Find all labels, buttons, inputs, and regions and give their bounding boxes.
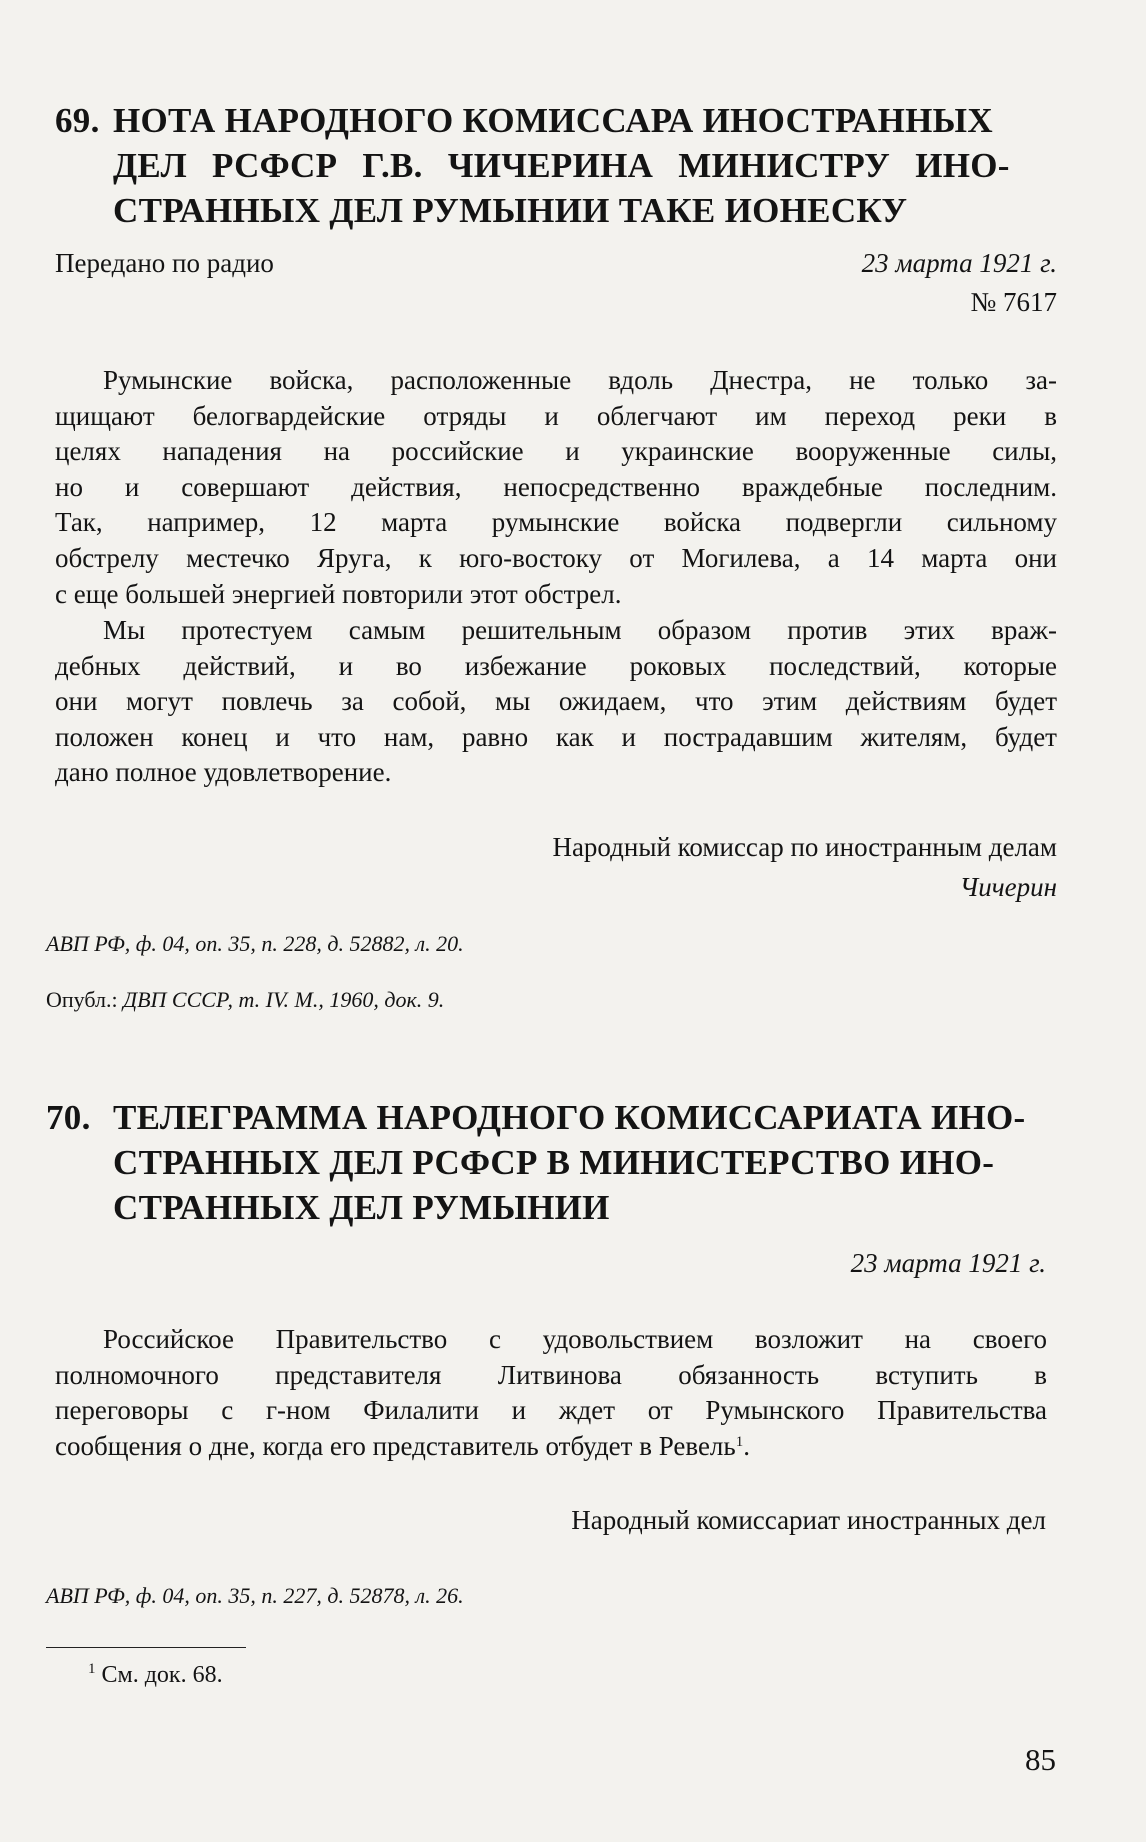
- doc69-p1-line: Так, например, 12 марта румынские войска подвергли сильному: [55, 507, 1057, 538]
- doc69-signature-name: Чичерин: [959, 872, 1057, 902]
- doc69-p2-line: дебных действий, и во избежание роковых последствий, которые: [55, 650, 1057, 681]
- doc69-date: 23 марта 1921 г.: [861, 248, 1057, 278]
- doc69-p1-line: обстрелу местечко Яруга, к юго-востоку от Могилева, а 14 марта они: [55, 542, 1057, 573]
- doc70-date: 23 марта 1921 г.: [850, 1248, 1046, 1278]
- doc69-p2-line: положен конец и что нам, равно как и пострадавшим жителям, будет: [55, 721, 1057, 752]
- footnote: [88, 1660, 223, 1690]
- page-number: 85: [1025, 1742, 1056, 1777]
- doc69-p1-line: Румынские войска, расположенные вдоль Днестра, не только за-: [103, 365, 1057, 395]
- doc69-p2-line: Мы протестуем самым решительным образом против этих враж-: [103, 615, 1057, 645]
- doc69-archive-reference: АВП РФ, ф. 04, оп. 35, п. 228, д. 52882, л. 20.: [46, 931, 464, 956]
- doc69-ref-number: № 7617: [970, 287, 1057, 317]
- doc70-paragraph-1: [55, 1322, 1047, 1464]
- footnote-marker: 1: [735, 1433, 744, 1450]
- doc69-paragraph-1: [55, 363, 1057, 612]
- doc70-p1-line: Российское Правительство с удовольствием возложит на своего: [103, 1324, 1047, 1354]
- doc69-p1-line: целях нападения на российские и украинские вооруженные силы,: [55, 436, 1057, 467]
- doc70-p1-line: сообщения о дне, когда его представитель отбудет в Ревель$^1$.: [55, 1430, 750, 1461]
- doc69-heading-line-1: 69. НОТА НАРОДНОГО КОМИССАРА ИНОСТРАННЫХ: [55, 98, 1065, 143]
- doc70-p1-line: переговоры с г-ном Филалити и ждет от Румынского Правительства: [55, 1395, 1047, 1426]
- doc70-heading-line-3: СТРАННЫХ ДЕЛ РУМЫНИИ: [113, 1188, 610, 1227]
- doc69-p1-line: но и совершают действия, непосредственно враждебные последним.: [55, 471, 1057, 502]
- doc69-published-label: Опубл.:: [46, 987, 118, 1012]
- doc69-p1-line: щищают белогвардейские отряды и облегчают им переход реки в: [55, 400, 1057, 431]
- doc70-p1-line: полномочного представителя Литвинова обязанность вступить в: [55, 1359, 1047, 1390]
- doc69-number: 69.: [55, 101, 100, 140]
- doc69-heading: [55, 98, 1065, 233]
- footnote-text: См. док. 68.: [101, 1662, 223, 1688]
- doc69-paragraph-2: [55, 613, 1057, 791]
- doc70-heading: [46, 1095, 1066, 1230]
- doc69-heading-line-2: ДЕЛ РСФСР Г.В. ЧИЧЕРИНА МИНИСТРУ ИНО-: [113, 146, 1010, 185]
- doc69-p1-line: с еще большей энергией повторили этот обстрел.: [55, 578, 622, 609]
- doc70-heading-line-2: СТРАННЫХ ДЕЛ РСФСР В МИНИСТЕРСТВО ИНО-: [113, 1143, 995, 1182]
- footnote-rule: [46, 1647, 246, 1648]
- doc69-p2-line: дано полное удовлетворение.: [55, 757, 392, 788]
- doc70-signature: Народный комиссариат иностранных дел: [571, 1505, 1046, 1535]
- doc70-number: 70.: [46, 1098, 91, 1137]
- doc69-p2-line: они могут повлечь за собой, мы ожидаем, что этим действиям будет: [55, 686, 1057, 717]
- doc70-heading-line-1: 70. ТЕЛЕГРАММА НАРОДНОГО КОМИССАРИАТА ИНО-: [46, 1095, 1066, 1140]
- doc69-publication-reference: [46, 986, 444, 1014]
- doc69-transmission: Передано по радио: [55, 248, 274, 278]
- doc69-published-source: ДВП СССР, т. IV. М., 1960, док. 9.: [123, 987, 445, 1012]
- doc70-archive-reference: АВП РФ, ф. 04, оп. 35, п. 227, д. 52878, л. 26.: [46, 1583, 464, 1608]
- doc69-signature-title: Народный комиссар по иностранным делам: [552, 832, 1057, 862]
- footnote-number: 1: [88, 1661, 96, 1677]
- doc69-heading-line-3: СТРАННЫХ ДЕЛ РУМЫНИИ ТАКЕ ИОНЕСКУ: [113, 191, 908, 230]
